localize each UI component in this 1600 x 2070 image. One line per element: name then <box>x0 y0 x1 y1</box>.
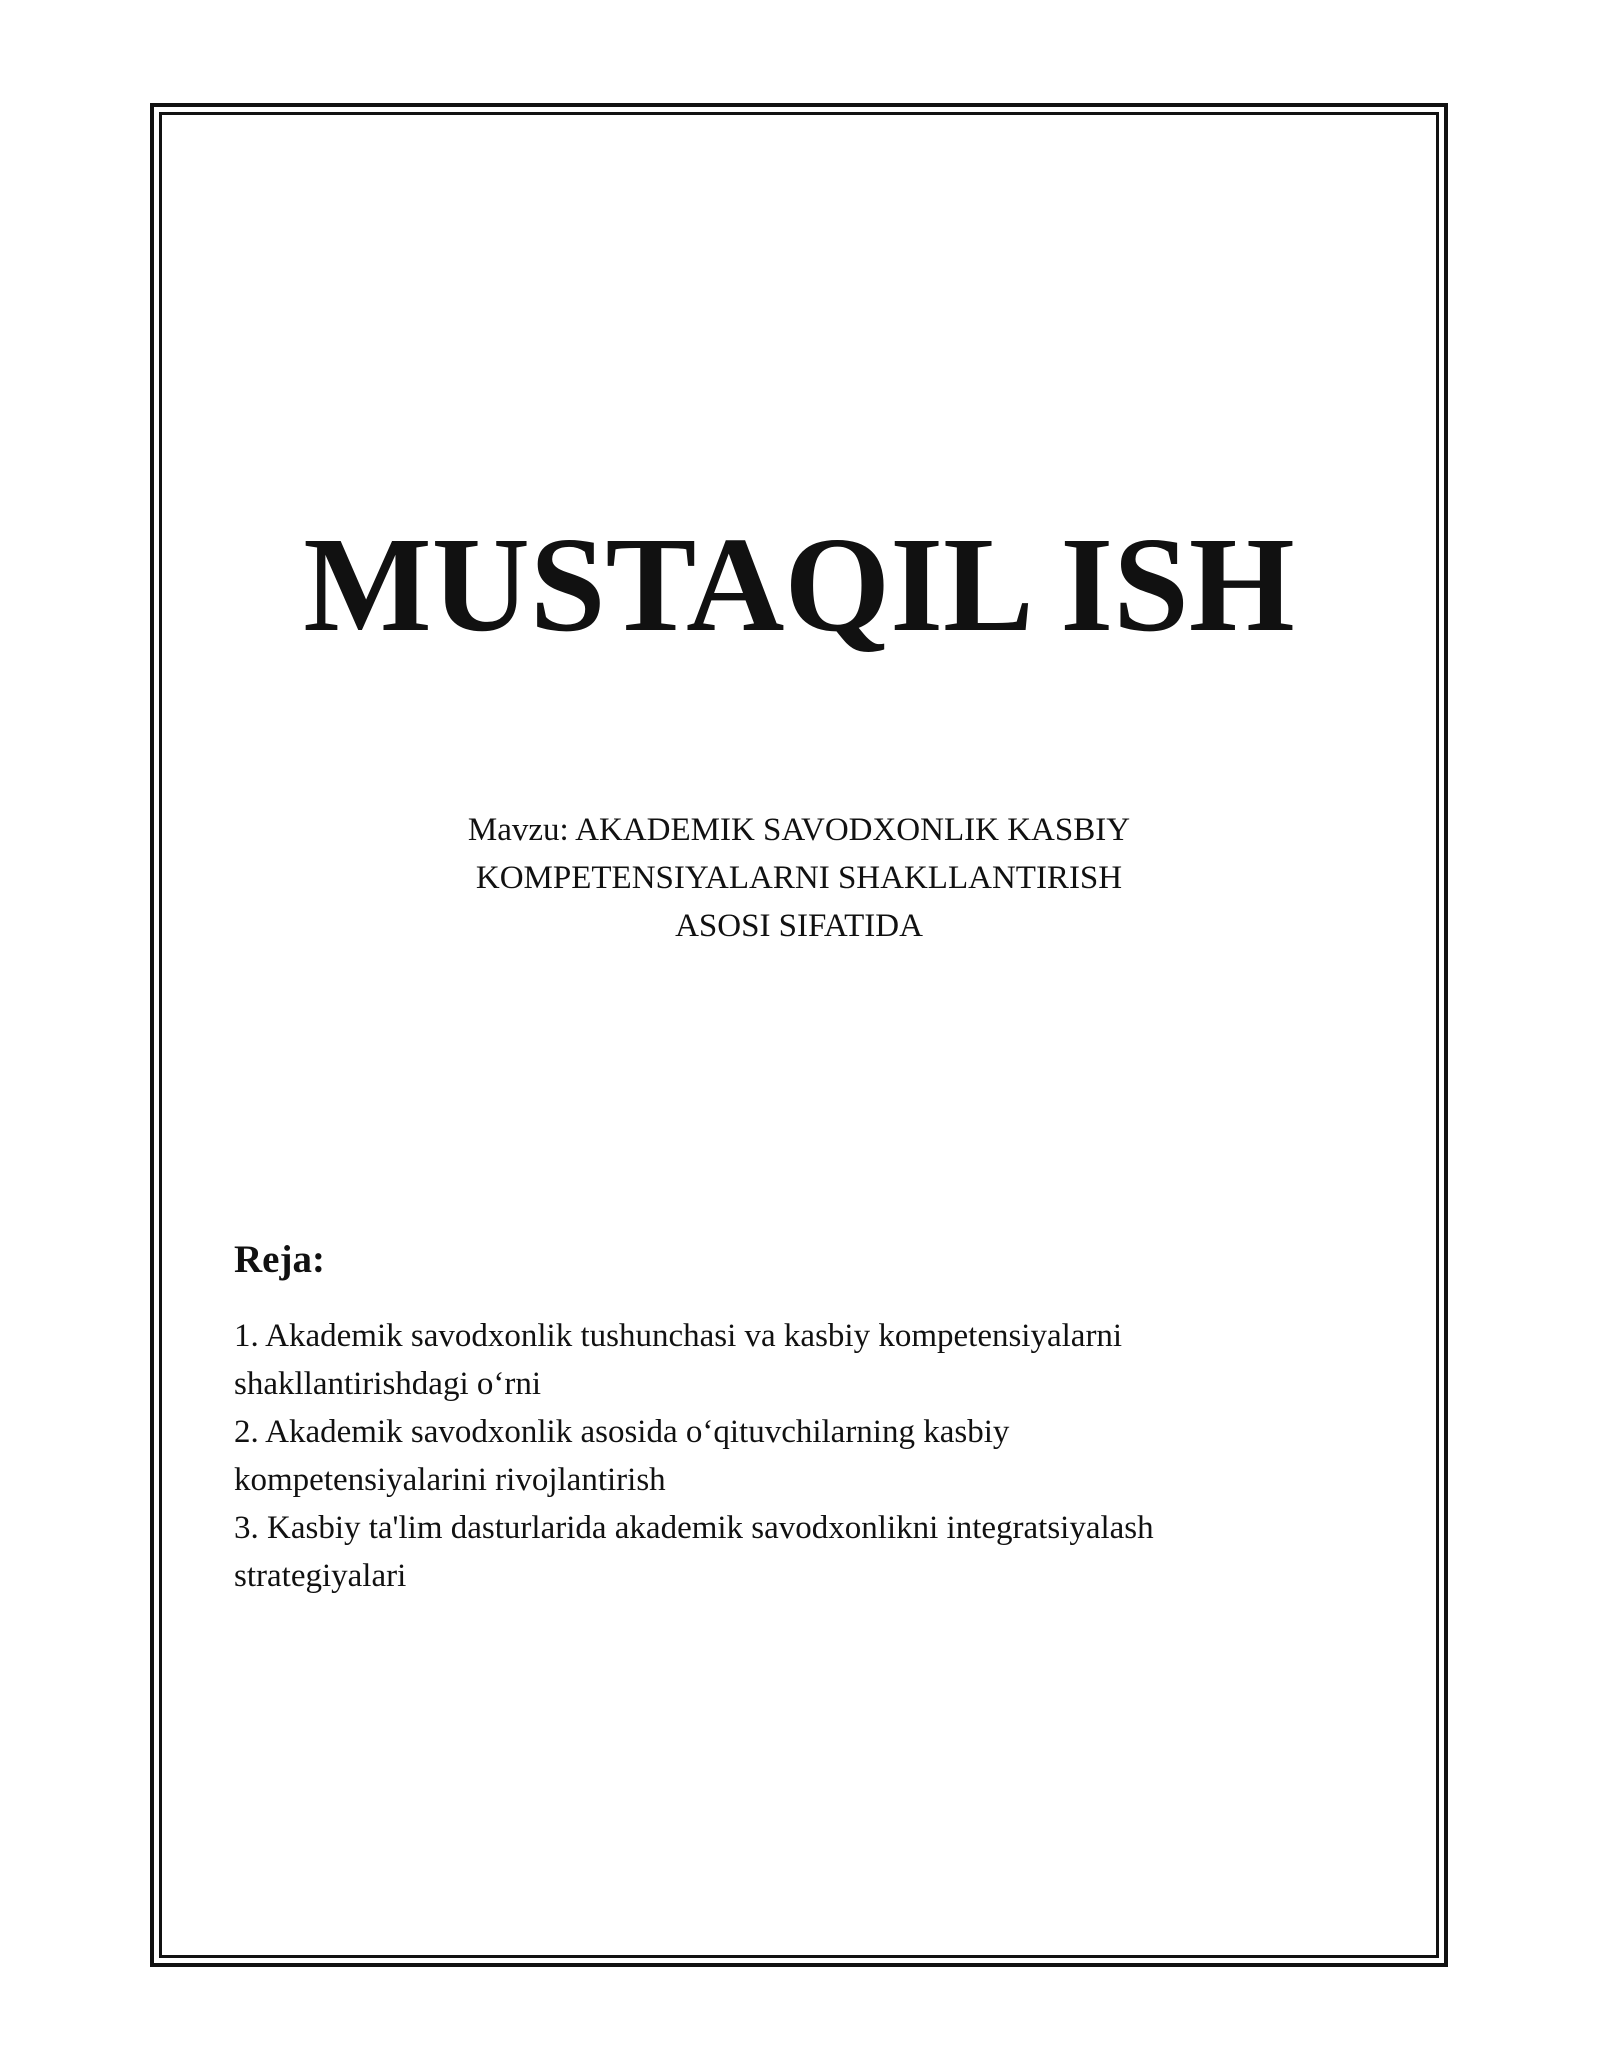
plan-item-line: 3. Kasbiy ta'lim dasturlarida akademik savodxonlikni integratsiyalash <box>234 1510 1154 1546</box>
plan-item-line: strategiyalari <box>234 1558 407 1594</box>
plan-item <box>234 1408 1384 1504</box>
plan-item-line: shakllantirishdagi o‘rni <box>234 1366 542 1402</box>
plan-item <box>234 1504 1384 1600</box>
plan-item <box>234 1312 1384 1408</box>
page-border-inner <box>159 112 1439 1958</box>
topic-line: Mavzu: AKADEMIK SAVODXONLIK KASBIY <box>467 812 1131 848</box>
document-title: MUSTAQIL ISH <box>303 510 1295 660</box>
topic-block <box>359 806 1239 950</box>
topic-line: KOMPETENSIYALARNI SHAKLLANTIRISH <box>475 860 1123 896</box>
plan-item-line: 1. Akademik savodxonlik tushunchasi va kasbiy kompetensiyalarni <box>234 1318 1123 1354</box>
plan-item-line: 2. Akademik savodxonlik asosida o‘qituvchilarning kasbiy <box>234 1414 1010 1450</box>
plan-list <box>234 1312 1384 1600</box>
plan-heading: Reja: <box>234 1238 325 1281</box>
topic-line: ASOSI SIFATIDA <box>675 908 923 944</box>
plan-item-line: kompetensiyalarini rivojlantirish <box>234 1462 666 1498</box>
